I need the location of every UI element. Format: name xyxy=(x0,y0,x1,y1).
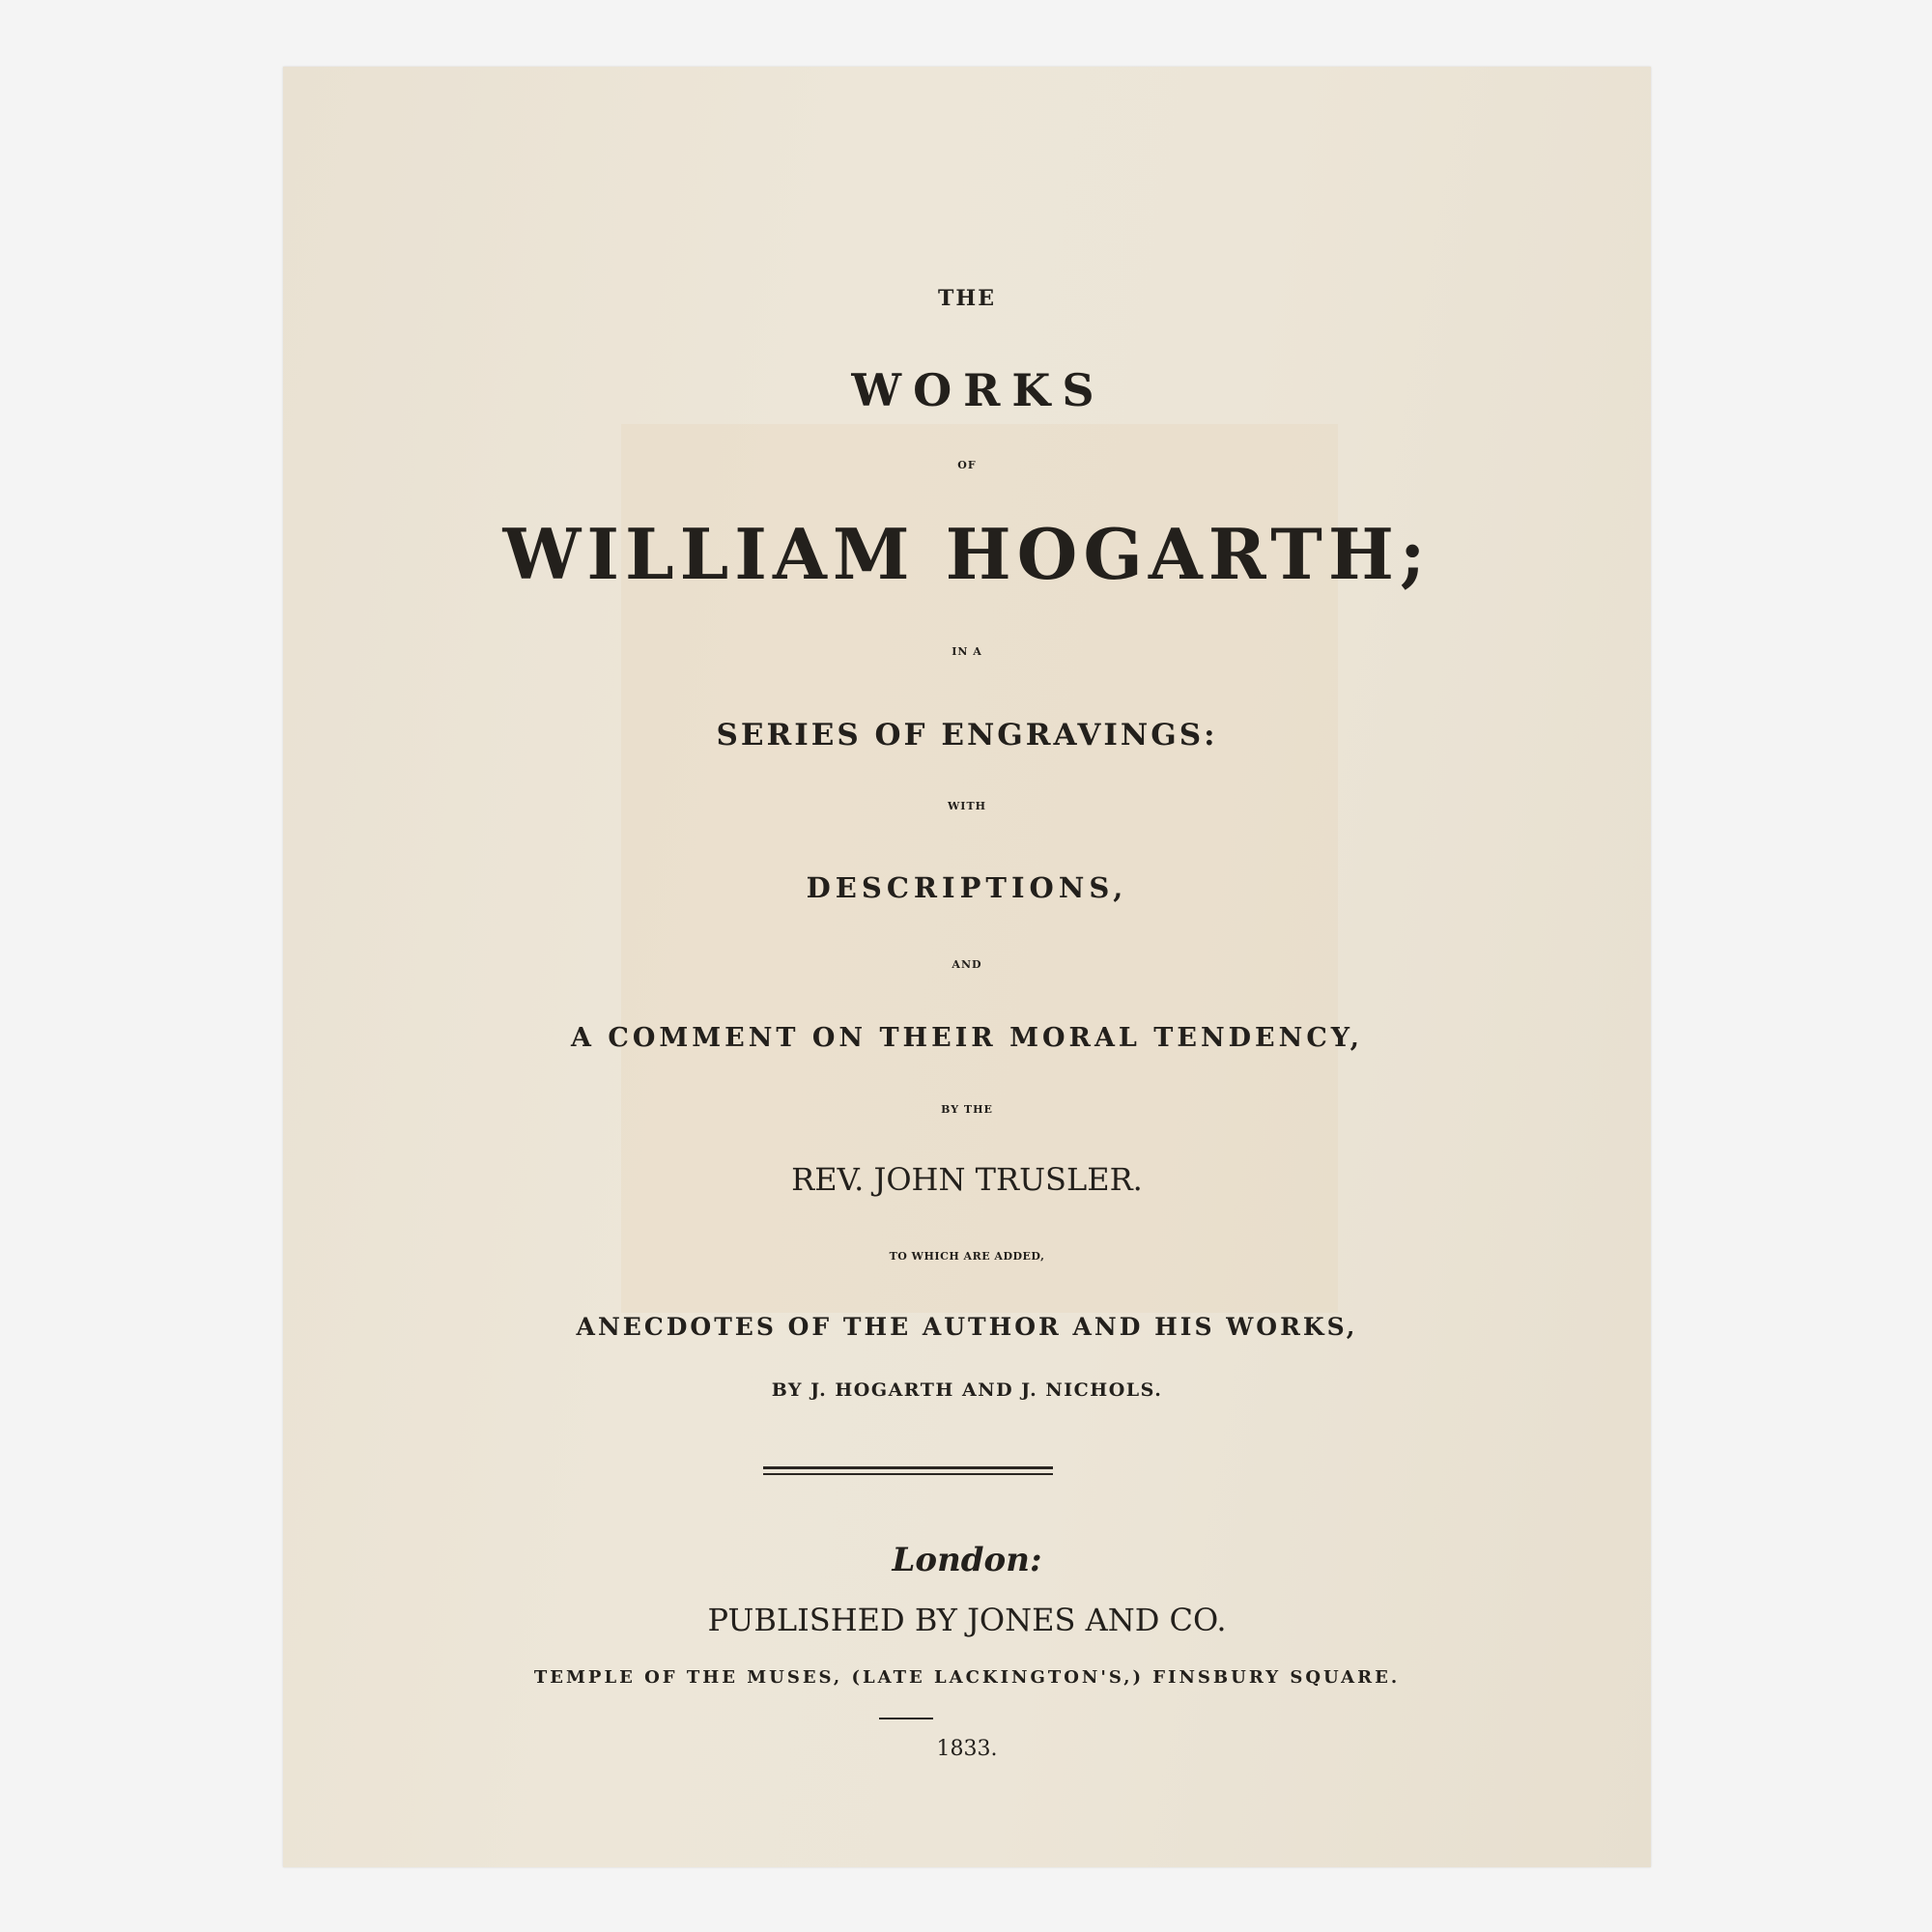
line-comment: A COMMENT ON THEIR MORAL TENDENCY, xyxy=(570,1023,1364,1053)
imprint-place: London: xyxy=(892,1541,1042,1579)
imprint-publisher: PUBLISHED BY JONES AND CO. xyxy=(707,1602,1227,1638)
line-anecdotes: ANECDOTES OF THE AUTHOR AND HIS WORKS, xyxy=(576,1313,1358,1341)
line-in-a: IN A xyxy=(952,645,982,658)
title-page xyxy=(283,67,1651,1867)
imprint-year: 1833. xyxy=(936,1737,998,1761)
commentator-name: REV. JOHN TRUSLER. xyxy=(791,1161,1143,1198)
line-series: SERIES OF ENGRAVINGS: xyxy=(716,718,1218,753)
line-to-which-added: TO WHICH ARE ADDED, xyxy=(889,1250,1045,1263)
double-rule-divider xyxy=(763,1466,1053,1475)
line-by-the: BY THE xyxy=(941,1103,993,1116)
imprint-address: TEMPLE OF THE MUSES, (LATE LACKINGTON'S,) FINSBURY SQUARE. xyxy=(533,1667,1401,1688)
line-anecdote-authors: BY J. HOGARTH AND J. NICHOLS. xyxy=(771,1379,1163,1401)
author-name: WILLIAM HOGARTH; xyxy=(502,513,1432,595)
line-works: WORKS xyxy=(851,364,1106,416)
line-and: AND xyxy=(952,958,982,971)
short-rule-divider xyxy=(879,1718,933,1719)
line-of: OF xyxy=(957,459,977,471)
line-the: THE xyxy=(938,286,996,311)
line-with: WITH xyxy=(947,800,987,812)
line-descriptions: DESCRIPTIONS, xyxy=(806,871,1128,904)
